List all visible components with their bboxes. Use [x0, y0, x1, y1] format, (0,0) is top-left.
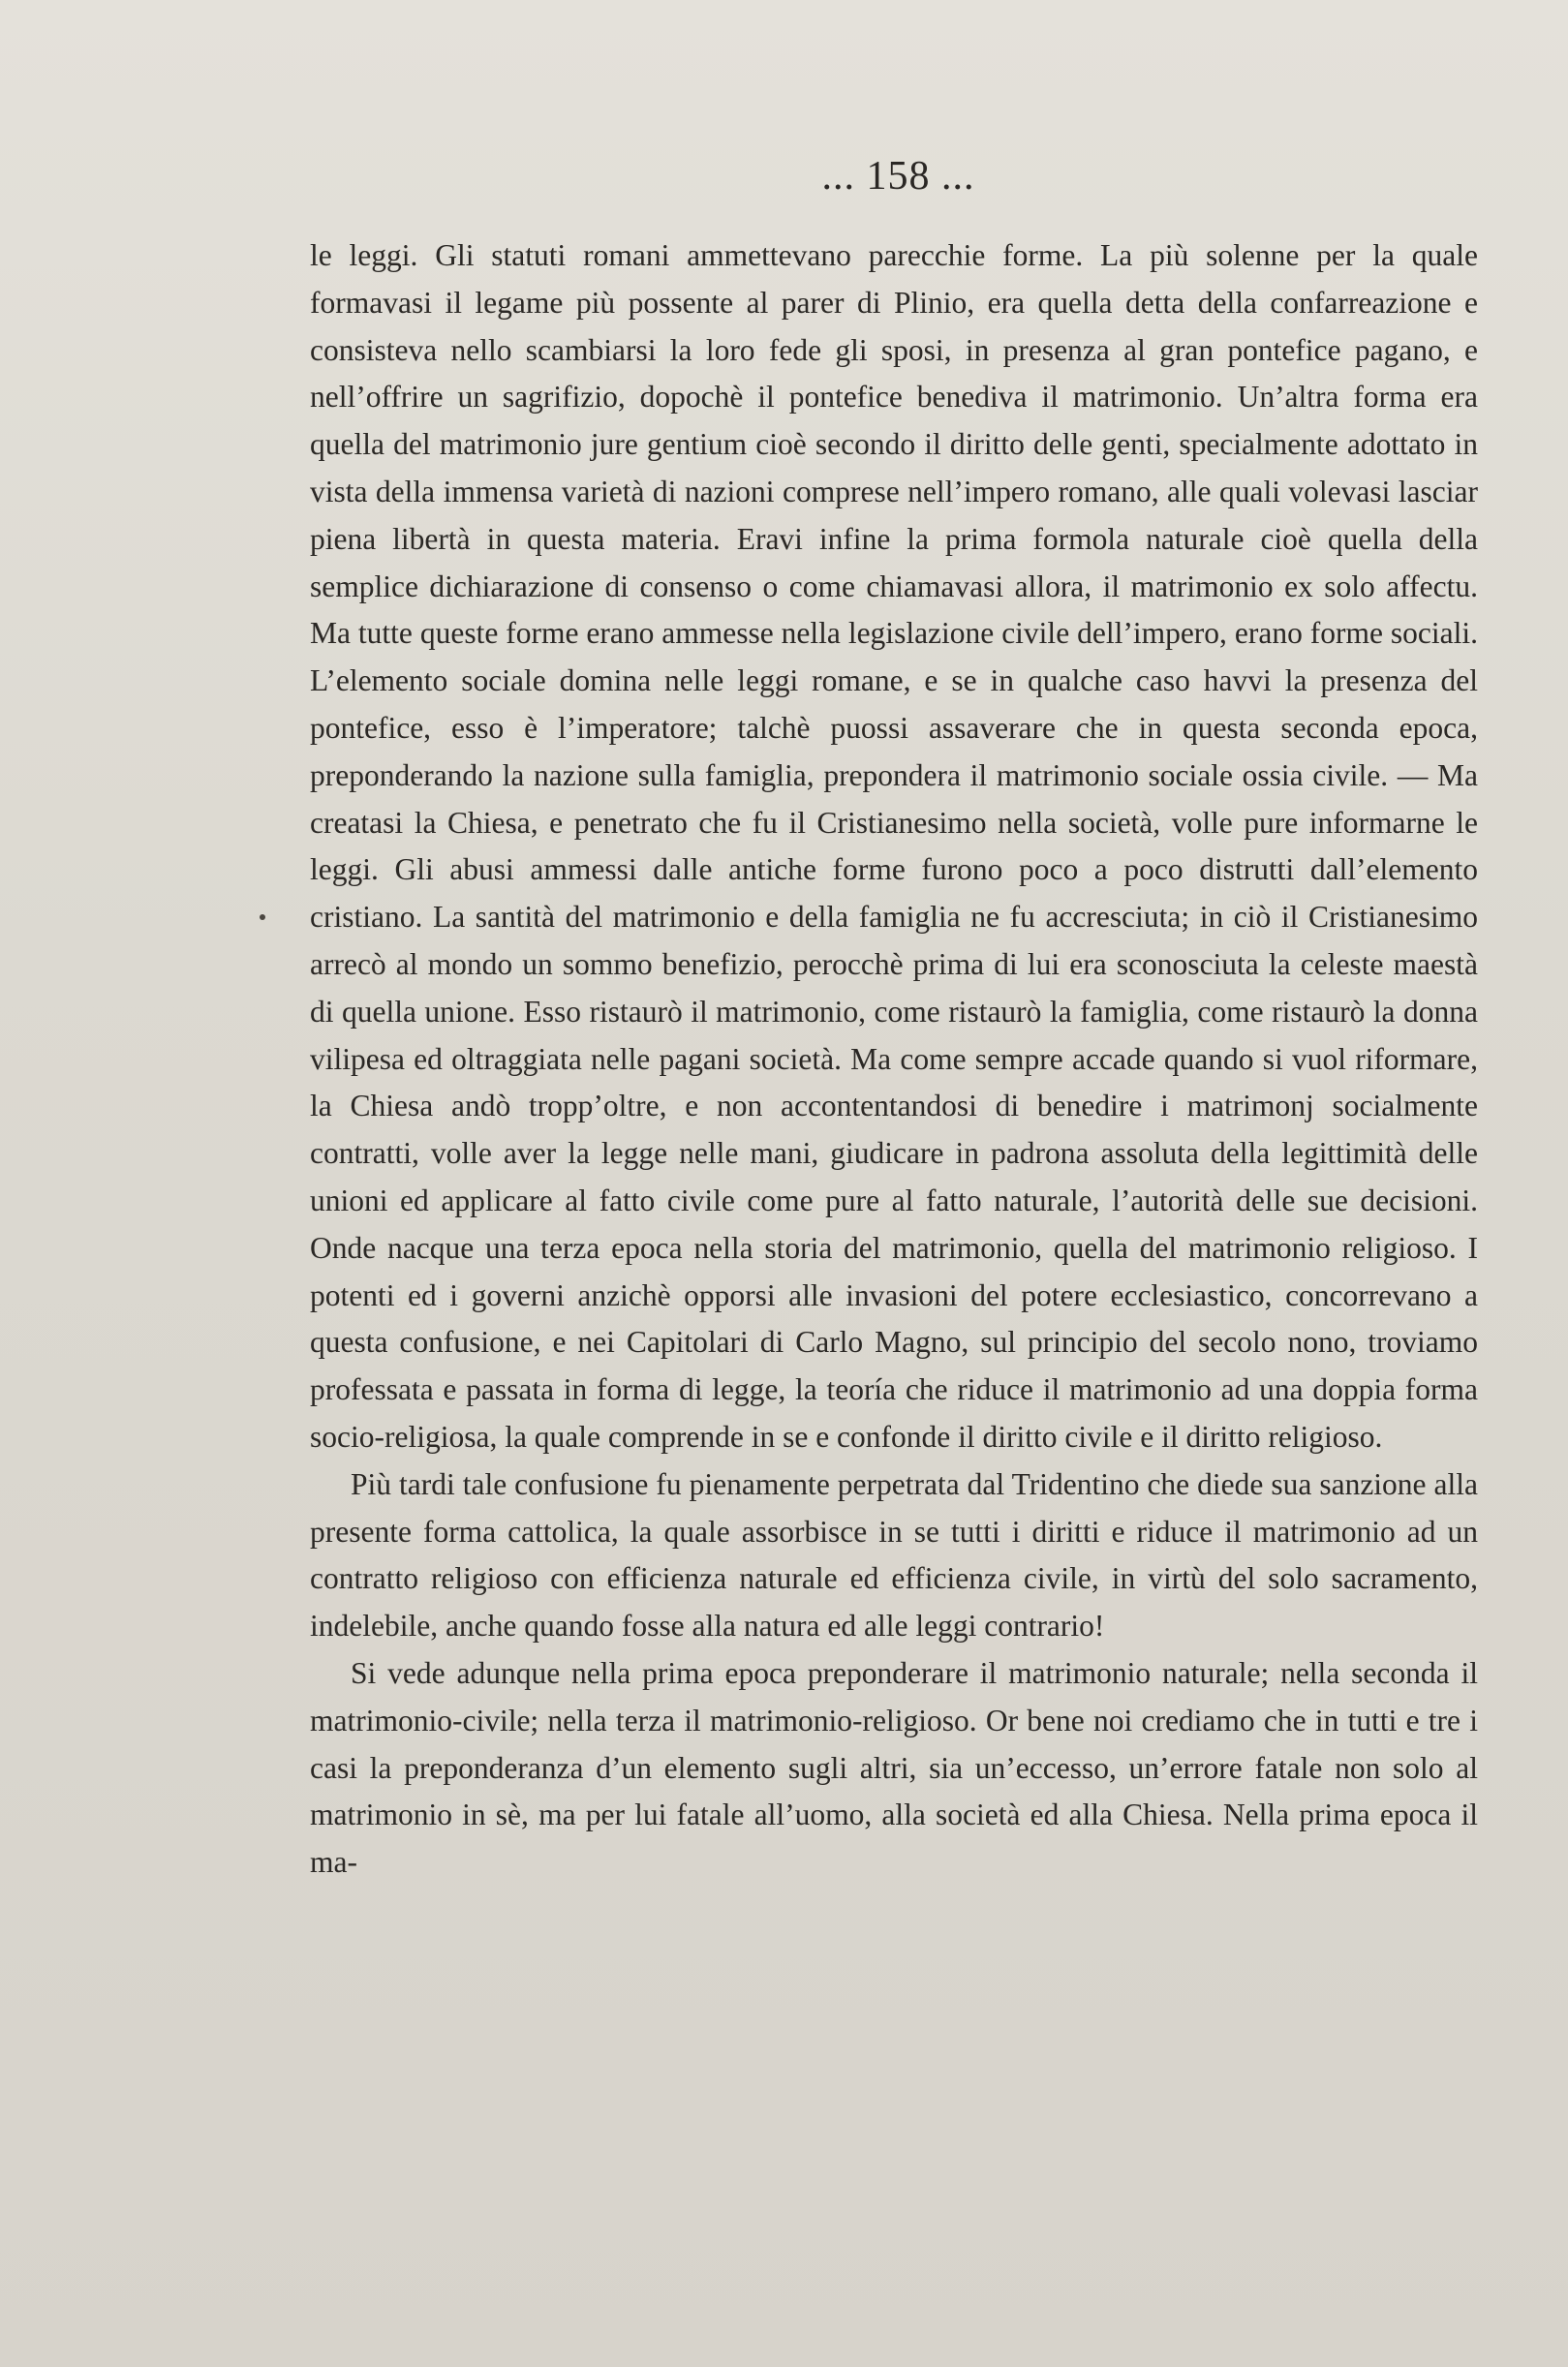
- margin-dot: [260, 914, 265, 920]
- paragraph-3: Si vede adunque nella prima epoca preponderare il matrimonio naturale; nella seconda il matrimonio-civile; nella terza il matrimonio-religioso. Or bene noi crediamo che in tutti e tre i casi la preponderanza d’un elemento sugli altri, sia un’eccesso, un’errore fatale non solo al matrimonio in sè, ma per lui fatale all’uomo, alla società ed alla Chiesa. Nella prima epoca il ma-: [310, 1655, 1478, 1880]
- page-number: ... 158 ...: [821, 154, 975, 199]
- body-text: [310, 232, 1478, 1887]
- paragraph-1: le leggi. Gli statuti romani ammettevano parecchie forme. La più solenne per la quale formavasi il legame più possente al parer di Plinio, era quella detta della confarreazione e consisteva nello scambiarsi la loro fede gli sposi, in presenza al gran pontefice pagano, e nell’offrire un sagrifizio, dopochè il pontefice benediva il matrimonio. Un’altra forma era quella del matrimonio jure gentium cioè secondo il diritto delle genti, specialmente adottato in vista della immensa varietà di nazioni comprese nell’impero romano, alle quali volevasi lasciar piena libertà in questa materia. Eravi infine la prima formola naturale cioè quella della semplice dichiarazione di consenso o come chiamavasi allora, il matrimonio ex solo affectu. Ma tutte queste forme erano ammesse nella legislazione civile dell’impero, erano forme sociali. L’elemento sociale domina nelle leggi romane, e se in qualche caso havvi la presenza del pontefice, esso è l’imperatore; talchè puossi assaverare che in questa seconda epoca, preponderando la nazione sulla famiglia, prepondera il matrimonio sociale ossia civile. — Ma creatasi la Chiesa, e penetrato che fu il Cristianesimo nella società, volle pure informarne le leggi. Gli abusi ammessi dalle antiche forme furono poco a poco distrutti dall’elemento cristiano. La santità del matrimonio e della famiglia ne fu accresciuta; in ciò il Cristianesimo arrecò al mondo un sommo benefizio, perocchè prima di lui era sconosciuta la celeste maestà di quella unione. Esso ristaurò il matrimonio, come ristaurò la famiglia, come ristaurò la donna vilipesa ed oltraggiata nelle pagani società. Ma come sempre accade quando si vuol riformare, la Chiesa andò tropp’oltre, e non accontentandosi di benedire i matrimonj socialmente contratti, volle aver la legge nelle mani, giudicare in padrona assoluta della legittimità delle unioni ed applicare al fatto civile come pure al fatto naturale, l’autorità delle sue decisioni. Onde nacque una terza epoca nella storia del matrimonio, quella del matrimonio religioso. I potenti ed i governi anzichè opporsi alle invasioni del potere ecclesiastico, concorrevano a questa confusione, e nei Capitolari di Carlo Magno, sul principio del secolo nono, troviamo professata e passata in forma di legge, la teoría che riduce il matrimonio ad una doppia forma socio-religiosa, la quale comprende in se e confonde il diritto civile e il diritto religioso.: [310, 238, 1478, 1454]
- paragraph-2: Più tardi tale confusione fu pienamente perpetrata dal Tridentino che diede sua sanzione alla presente forma cattolica, la quale assorbisce in se tutti i diritti e riduce il matrimonio ad un contratto religioso con efficienza naturale ed efficienza civile, in virtù del solo sacramento, indelebile, anche quando fosse alla natura ed alle leggi contrario!: [310, 1466, 1478, 1644]
